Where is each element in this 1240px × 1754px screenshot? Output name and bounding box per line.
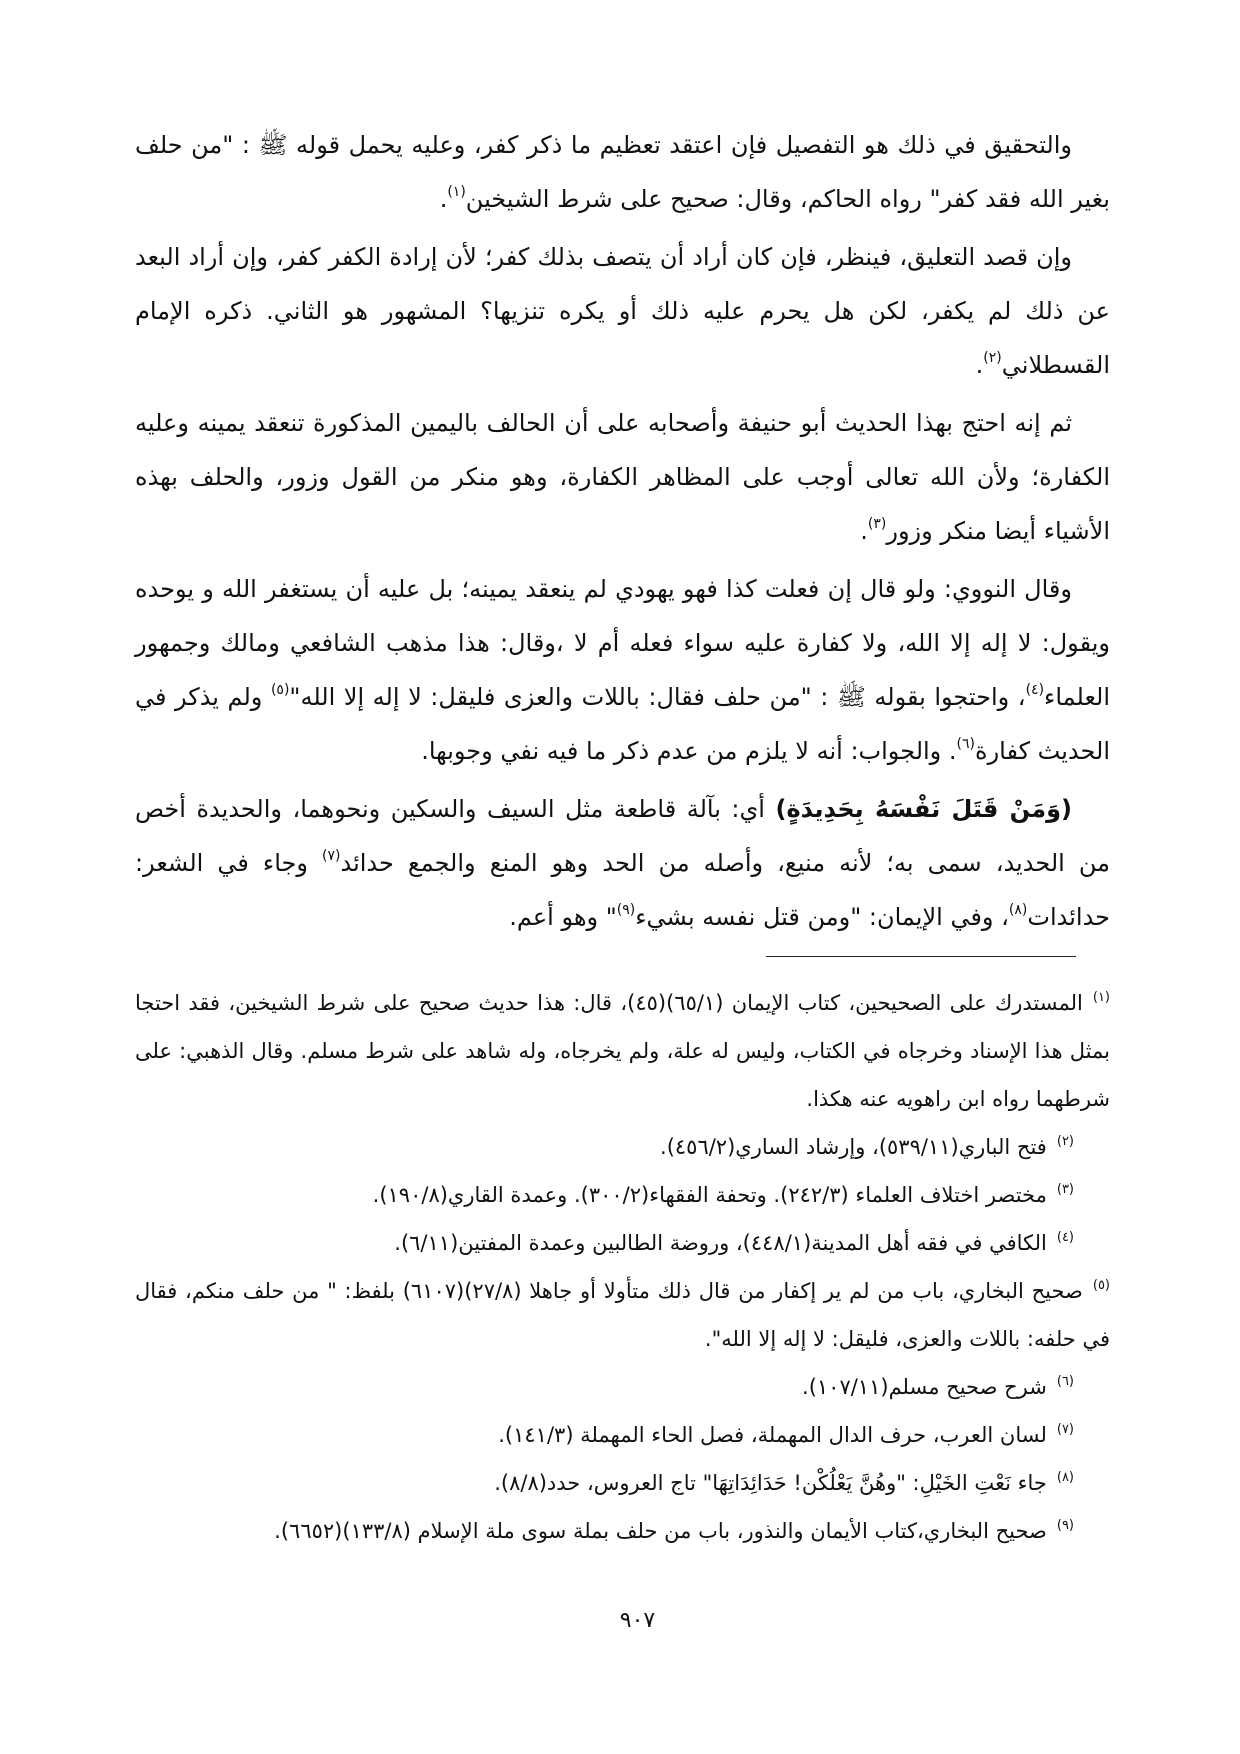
footnote-reference: (٢) (983, 350, 1002, 366)
page-content (135, 118, 1110, 1641)
paragraph-text: وإن قصد التعليق، فينظر، فإن كان أراد أن يتصف بذلك كفر؛ لأن إرادة الكفر كفر، وإن أراد البعد عن ذلك لم يكفر، لكن هل يحرم عليه ذلك أو يكره تنزيها؟ المشهور هو الثاني. ذكره الإمام القسطلاني (135, 243, 1110, 379)
paragraph-text: " وهو أعم. (509, 903, 617, 931)
page-number: ٩٠٧ (619, 1608, 656, 1633)
footnote-text: مختصر اختلاف العلماء (٢٤٢/٣). وتحفة الفقهاء(٣٠٠/٢). وعمدة القاري(١٩٠/٨). (372, 1183, 1047, 1207)
footnote (135, 1411, 1110, 1459)
body-paragraph (135, 118, 1110, 226)
footnote-reference: (٩) (616, 902, 636, 918)
bold-quoted-text: (وَمَنْ قَتَلَ نَفْسَهُ بِحَدِيدَةٍ) (775, 795, 1072, 823)
footnote-text: المستدرك على الصحيحين، كتاب الإيمان (٦٥/١)(٤٥)، قال: هذا حديث صحيح على شرط الشيخين، فقد احتجا بمثل هذا الإسناد وخرجاه في الكتاب، وليس له علة، ولم يخرجاه، وله شاهد على شرط مسلم. وقال الذهبي: على شرطهما رواه ابن راهويه عنه هكذا. (135, 991, 1110, 1111)
paragraph-text: . (439, 185, 448, 213)
paragraph-text: أي: بآلة قاطعة مثل السيف والسكين ونحوهما، والحديدة أخص من الحديد، سمى به؛ لأنه منيع، وأصله من الحد وهو المنع والجمع حدائد (135, 795, 1110, 877)
footnote-reference: (٤) (1025, 682, 1045, 698)
footnote-text: جاء نَعْتِ الخَيْلِ: "وهُنَّ يَعْلُكْن! حَدَائِدَاتِهَا" تاج العروس، حدد(٨/٨). (494, 1471, 1047, 1495)
footnote-reference: (٧) (322, 848, 341, 864)
footnote-text: فتح الباري(٥٣٩/١١)، وإرشاد الساري(٤٥٦/٢). (660, 1135, 1047, 1159)
footnote-reference: (٥) (270, 682, 290, 698)
paragraph-text: ثم إنه احتج بهذا الحديث أبو حنيفة وأصحابه على أن الحالف باليمين المذكورة تنعقد يمينه وعليه الكفارة؛ ولأن الله تعالى أوجب على المظاهر الكفارة، وهو منكر من القول وزور، والحلف بهذه الأشياء أيضا منكر وزور (135, 409, 1110, 545)
footnote-reference: (٦) (956, 736, 975, 752)
footnote-text: لسان العرب، حرف الدال المهملة، فصل الحاء المهملة (١٤١/٣). (498, 1423, 1047, 1447)
body-paragraph (135, 396, 1110, 558)
body-paragraph (135, 230, 1110, 392)
paragraph-text: ، واحتجوا بقوله ﷺ : "من حلف فقال: باللات والعزى فليقل: لا إله إلا الله" (289, 683, 1026, 711)
footnote-marker: (٨) (1056, 1470, 1074, 1485)
footnote-text: صحيح البخاري، باب من لم ير إكفار من قال ذلك متأولا أو جاهلا (٢٧/٨)(٦١٠٧) بلفظ: " من حلف منكم، فقال في حلفه: باللات والعزى، فليقل: لا إله إلا الله". (135, 1279, 1110, 1351)
footnote (135, 979, 1110, 1123)
paragraph-text: . والجواب: أنه لا يلزم من عدم ذكر ما فيه نفي وجوبها. (421, 737, 957, 765)
footnote-reference: (٣) (867, 516, 887, 532)
footnote (135, 1219, 1110, 1267)
footnote-text: الكافي في فقه أهل المدينة(٤٤٨/١)، وروضة الطالبين وعمدة المفتين(٦/١١). (394, 1231, 1047, 1255)
paragraph-text: وجاء في الشعر: حدائدات (135, 849, 1110, 931)
paragraph-text: ، وفي الإيمان: "ومن قتل نفسه بشيء (635, 903, 1009, 931)
paragraph-text: وقال النووي: ولو قال إن فعلت كذا فهو يهودي لم ينعقد يمينه؛ بل عليه أن يستغفر الله و يوحده ويقول: لا إله إلا الله، ولا كفارة عليه سواء فعله أم لا ،وقال: هذا مذهب الشافعي ومالك وجمهور العلماء (135, 575, 1111, 711)
footnote (135, 1267, 1110, 1363)
footnote-marker: (٣) (1056, 1182, 1074, 1197)
footnote-marker: (٥) (1092, 1278, 1110, 1293)
footnote-marker: (٢) (1056, 1134, 1074, 1149)
footnote-reference: (١) (447, 184, 466, 200)
paragraph-text: . (975, 351, 984, 379)
footnote-marker: (٤) (1056, 1230, 1074, 1245)
paragraph-text: ولم يذكر في الحديث كفارة (135, 683, 1110, 765)
footnote-separator (766, 956, 1076, 957)
footnote (135, 1363, 1110, 1411)
footnote (135, 1123, 1110, 1171)
footnote-marker: (٦) (1056, 1374, 1074, 1389)
footnote (135, 1459, 1110, 1507)
footnote-marker: (١) (1092, 990, 1110, 1005)
footnote-marker: (٩) (1056, 1518, 1074, 1533)
footnote-marker: (٧) (1056, 1422, 1074, 1437)
footnote-reference: (٨) (1008, 902, 1028, 918)
paragraph-text: . (860, 517, 868, 545)
body-paragraph (135, 782, 1110, 944)
paragraph-text: والتحقيق في ذلك هو التفصيل فإن اعتقد تعظيم ما ذكر كفر، وعليه يحمل قوله ﷺ : "من حلف بغير الله فقد كفر" رواه الحاكم، وقال: صحيح على شرط الشيخين (135, 131, 1110, 213)
body-paragraph (135, 562, 1110, 778)
footnote (135, 1507, 1110, 1555)
footnote-text: شرح صحيح مسلم(١٠٧/١١). (802, 1375, 1047, 1399)
footnote (135, 1171, 1110, 1219)
footnote-text: صحيح البخاري،كتاب الأيمان والنذور، باب من حلف بملة سوى ملة الإسلام (١٣٣/٨)(٦٦٥٢). (274, 1519, 1047, 1543)
